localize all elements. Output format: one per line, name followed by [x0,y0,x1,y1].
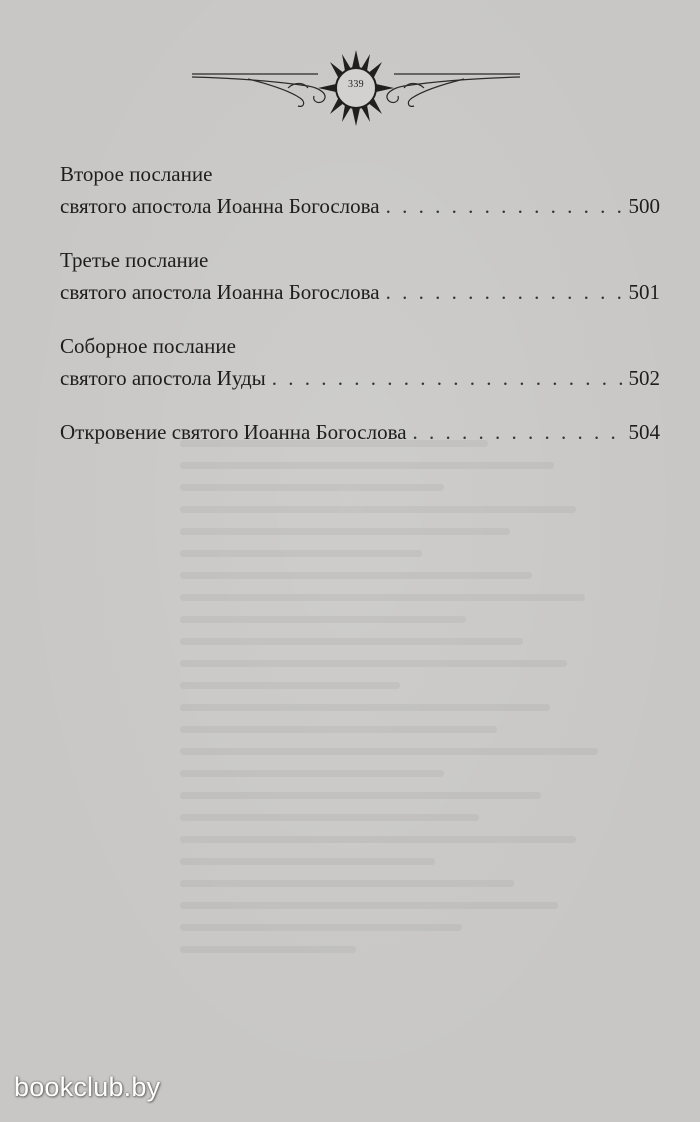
leader-dots [386,190,623,222]
toc-entry [60,416,660,448]
toc-entry-last-line [60,416,660,448]
show-through-texture [180,440,620,1020]
toc-entry-page: 502 [628,366,660,390]
leader-dots [413,416,623,448]
toc-entry-last-line [60,362,660,394]
toc-entry-page: 501 [628,280,660,304]
toc-entry [60,244,660,308]
toc-entry-last-line [60,190,660,222]
toc-entry-page: 500 [628,194,660,218]
toc-entry-title-line2: святого апостола Иоанна Богослова [60,194,380,218]
toc-entry-title-line2: святого апостола Иуды [60,366,266,390]
site-watermark: bookclub.by [14,1072,161,1102]
toc-entry-title-line1: Третье послание [60,248,209,272]
toc-entry [60,158,660,222]
toc-entry-title-line1: Второе послание [60,162,213,186]
toc-entry-title: Откровение святого Иоанна Богослова [60,420,407,444]
toc-entry-title-line1: Соборное послание [60,334,236,358]
toc-entry [60,330,660,394]
leader-dots [272,362,623,394]
page-number: 339 [348,79,364,90]
toc-entry-last-line [60,276,660,308]
table-of-contents [60,158,660,448]
sun-ornament-icon [188,50,524,130]
toc-entry-page: 504 [628,420,660,444]
toc-entry-title-line2: святого апостола Иоанна Богослова [60,280,380,304]
leader-dots [386,276,623,308]
